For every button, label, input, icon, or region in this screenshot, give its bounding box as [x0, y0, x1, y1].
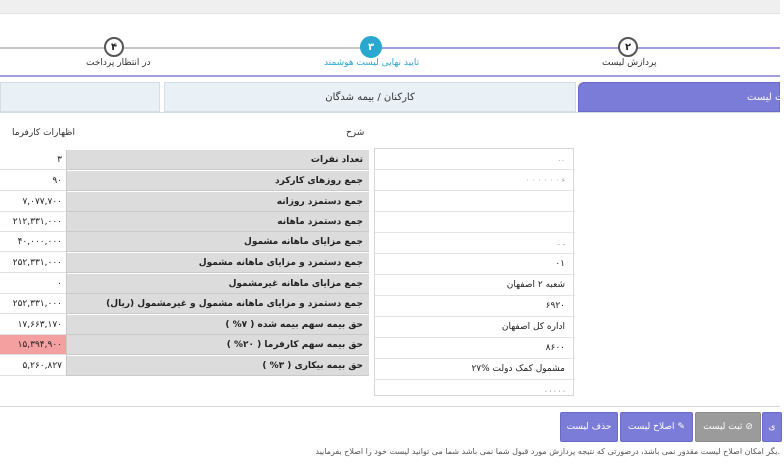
- step-2-circle: ۲: [618, 37, 638, 57]
- step-2-label: پردازش لیست: [602, 58, 657, 68]
- fix-list-button[interactable]: [620, 412, 693, 442]
- register-list-label: ثبت لیست: [703, 422, 743, 432]
- fix-list-label: اصلاح لیست: [627, 422, 675, 432]
- summary-value: ۱۷,۶۶۳,۱۷۰: [0, 315, 66, 335]
- tab-other[interactable]: [0, 82, 160, 112]
- step-4-circle: ۴: [104, 37, 124, 57]
- step-4-label: در انتظار پرداخت: [86, 58, 151, 68]
- summary-value: ۷,۰۷۷,۷۰۰: [0, 192, 66, 212]
- info-row: ۲۷% مشمول کمک دولت: [375, 359, 575, 380]
- summary-label: حق بیمه سهم کارفرما ( ۲۰% ): [67, 335, 369, 355]
- stepper-bottom-border: [0, 75, 780, 77]
- edit-icon: ✎: [677, 422, 686, 432]
- summary-label: جمع دستمزد و مزایای ماهانه مشمول: [67, 253, 369, 273]
- partial-button-label: ی: [768, 422, 776, 432]
- summary-label: جمع دستمزد روزانه: [67, 192, 369, 212]
- partial-button[interactable]: [762, 412, 782, 442]
- summary-label: حق بیمه سهم بیمه شده ( ۷% ): [67, 315, 369, 335]
- step-3-label: تایید نهایی لیست هوشمند: [324, 58, 420, 68]
- info-row: ۸۶۰۰: [375, 338, 575, 359]
- summary-value: ۲۱۲,۳۳۱,۰۰۰: [0, 212, 66, 232]
- info-row: ـ ۔: [375, 233, 575, 254]
- summary-value: ۰: [0, 274, 66, 294]
- register-list-button[interactable]: [695, 412, 761, 442]
- summary-label: حق بیمه بیکاری ( ۳% ): [67, 356, 369, 376]
- check-circle-icon: ⊘: [745, 422, 753, 432]
- delete-list-label: حذف لیست: [566, 422, 612, 432]
- info-row: [375, 191, 575, 212]
- tab-list-label: ت لیست: [747, 91, 784, 103]
- summary-value: ۲۵۲,۳۳۱,۰۰۰: [0, 253, 66, 273]
- summary-divider: [66, 150, 67, 376]
- info-row: شعبه ۲ اصفهان: [375, 275, 575, 296]
- summary-label: جمع دستمزد و مزایای ماهانه مشمول و غیرمشمول (ریال): [67, 294, 369, 314]
- info-row: ۶۹۲۰: [375, 296, 575, 317]
- summary-value: ۵,۲۶۰,۸۲۷: [0, 356, 66, 376]
- summary-value: ۲۵۲,۳۳۱,۰۰۰: [0, 294, 66, 314]
- info-row: ء ۰ ۰ ۰ ۰ ۰ ۰: [375, 170, 575, 191]
- info-row: ، ، ، ، ،: [544, 386, 565, 394]
- description-caption: شرح: [346, 128, 365, 138]
- info-row: ۰۱: [375, 254, 575, 275]
- tab-underline: [0, 112, 780, 113]
- summary-label: جمع روزهای کارکرد: [67, 171, 369, 191]
- summary-value: ۳: [0, 150, 66, 170]
- info-box: [374, 148, 574, 396]
- info-row: ..: [375, 149, 575, 170]
- info-note: یگر امکان اصلاح لیست مقدور نمی باشد، درصورتی که نتیجه پردازش مورد قبول شما نمی باشد شما می توانید لیست خود را اصلاح بفرمایید.: [315, 447, 780, 456]
- employer-declarations-caption: اظهارات کارفرما: [12, 128, 75, 138]
- top-bar: [0, 0, 780, 14]
- info-row: [375, 212, 575, 233]
- summary-label: تعداد نفرات: [67, 150, 369, 170]
- progress-stepper: [0, 14, 780, 76]
- tab-workers[interactable]: [164, 82, 576, 112]
- tab-workers-label: کارکنان / بیمه شدگان: [325, 91, 415, 103]
- summary-value: ۹۰: [0, 171, 66, 191]
- footer-divider: [0, 406, 780, 407]
- summary-label: جمع مزایای ماهانه مشمول: [67, 232, 369, 252]
- summary-label: جمع مزایای ماهانه غیرمشمول: [67, 274, 369, 294]
- summary-value-highlighted: ۱۵,۳۹۴,۹۰۰: [0, 335, 66, 355]
- step-3-circle: ۳: [360, 36, 382, 58]
- delete-list-button[interactable]: [560, 412, 618, 442]
- info-row: اداره کل اصفهان: [375, 317, 575, 338]
- stepper-line-active: [370, 47, 780, 49]
- tab-list[interactable]: [578, 82, 784, 112]
- summary-label: جمع دستمزد ماهانه: [67, 212, 369, 232]
- summary-value: ۴۰,۰۰۰,۰۰۰: [0, 232, 66, 252]
